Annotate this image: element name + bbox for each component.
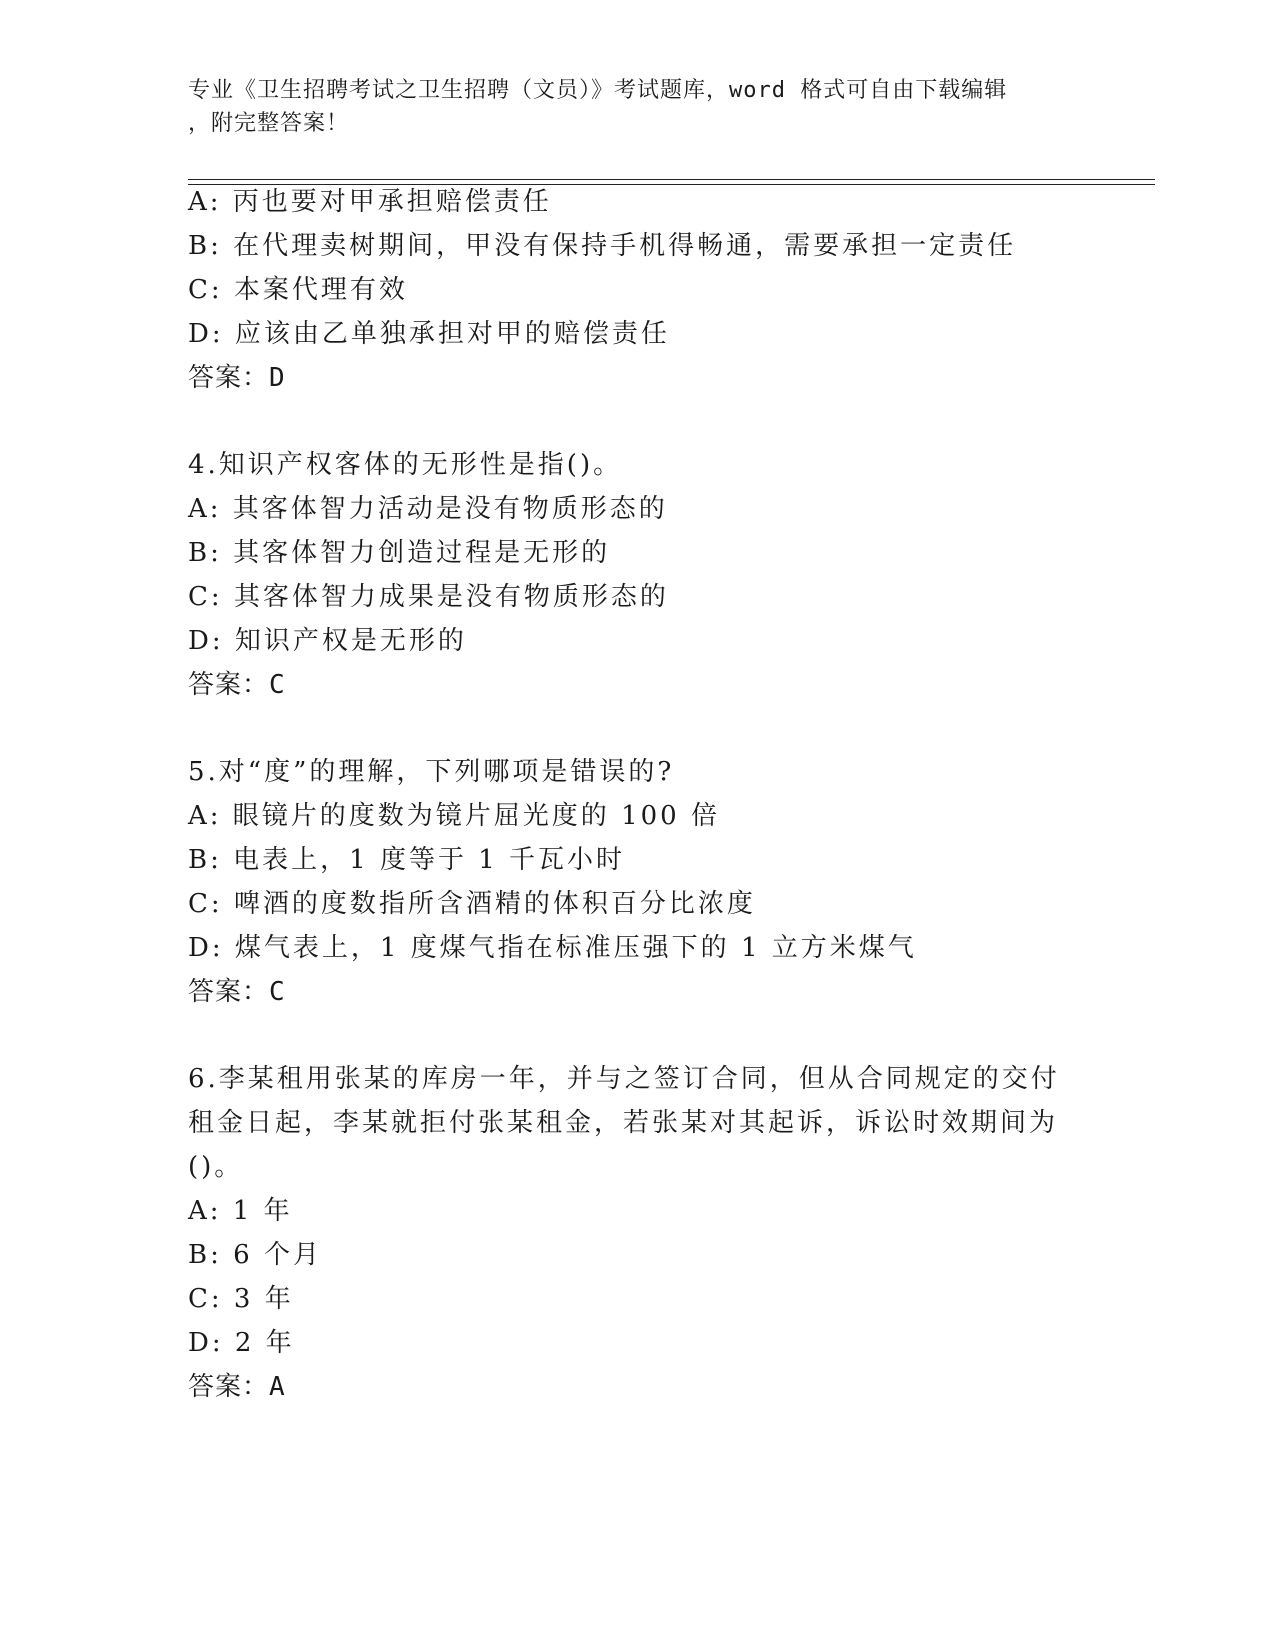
q4-option-d: D: 知识产权是无形的 <box>188 626 467 656</box>
header-line-1: 专业《卫生招聘考试之卫生招聘（文员）》考试题库，word 格式可自由下载编辑 <box>188 78 1008 103</box>
document-header <box>188 74 1068 140</box>
header-line-2: ，附完整答案！ <box>188 111 350 136</box>
q6-option-d: D: 2 年 <box>188 1328 295 1358</box>
q3-answer <box>188 362 286 394</box>
q5-answer-label: 答案： <box>188 977 270 1007</box>
header-divider-bottom <box>188 184 1155 185</box>
q6-option-a: A: 1 年 <box>188 1196 293 1226</box>
q5-option-a: A: 眼镜片的度数为镜片屈光度的 100 倍 <box>188 801 720 831</box>
q4-option-a: A: 其客体智力活动是没有物质形态的 <box>188 494 668 524</box>
q4-option-b: B: 其客体智力创造过程是无形的 <box>188 538 611 568</box>
q6-question-line-3: ()。 <box>188 1152 244 1182</box>
header-divider-top <box>188 179 1155 180</box>
q4-answer-value: C <box>269 670 286 700</box>
q3-answer-value: D <box>269 363 286 393</box>
q5-answer-value: C <box>269 977 286 1007</box>
q6-question-line-1: 6.李某租用张某的库房一年，并与之签订合同，但从合同规定的交付 <box>188 1064 1060 1094</box>
q3-option-c: C: 本案代理有效 <box>188 275 408 305</box>
q5-option-c: C: 啤酒的度数指所含酒精的体积百分比浓度 <box>188 889 756 919</box>
q5-question: 5.对“度”的理解，下列哪项是错误的? <box>188 757 675 787</box>
q5-option-b: B: 电表上，1 度等于 1 千瓦小时 <box>188 845 626 875</box>
q6-option-c: C: 3 年 <box>188 1284 294 1314</box>
q3-option-a: A: 丙也要对甲承担赔偿责任 <box>188 187 552 217</box>
q6-answer <box>188 1371 286 1403</box>
q6-option-b: B: 6 个月 <box>188 1240 322 1270</box>
q6-answer-value: A <box>269 1372 286 1402</box>
q3-option-b: B: 在代理卖树期间，甲没有保持手机得畅通，需要承担一定责任 <box>188 231 1017 261</box>
q3-option-d: D: 应该由乙单独承担对甲的赔偿责任 <box>188 319 670 349</box>
q4-question: 4.知识产权客体的无形性是指()。 <box>188 450 623 480</box>
q5-option-d: D: 煤气表上，1 度煤气指在标准压强下的 1 立方米煤气 <box>188 933 917 963</box>
q5-answer <box>188 976 286 1008</box>
q4-option-c: C: 其客体智力成果是没有物质形态的 <box>188 582 669 612</box>
q6-question-line-2: 租金日起，李某就拒付张某租金，若张某对其起诉，诉讼时效期间为 <box>188 1108 1059 1138</box>
q4-answer-label: 答案： <box>188 670 270 700</box>
q6-answer-label: 答案： <box>188 1372 270 1402</box>
q4-answer <box>188 669 286 701</box>
q3-answer-label: 答案： <box>188 363 270 393</box>
